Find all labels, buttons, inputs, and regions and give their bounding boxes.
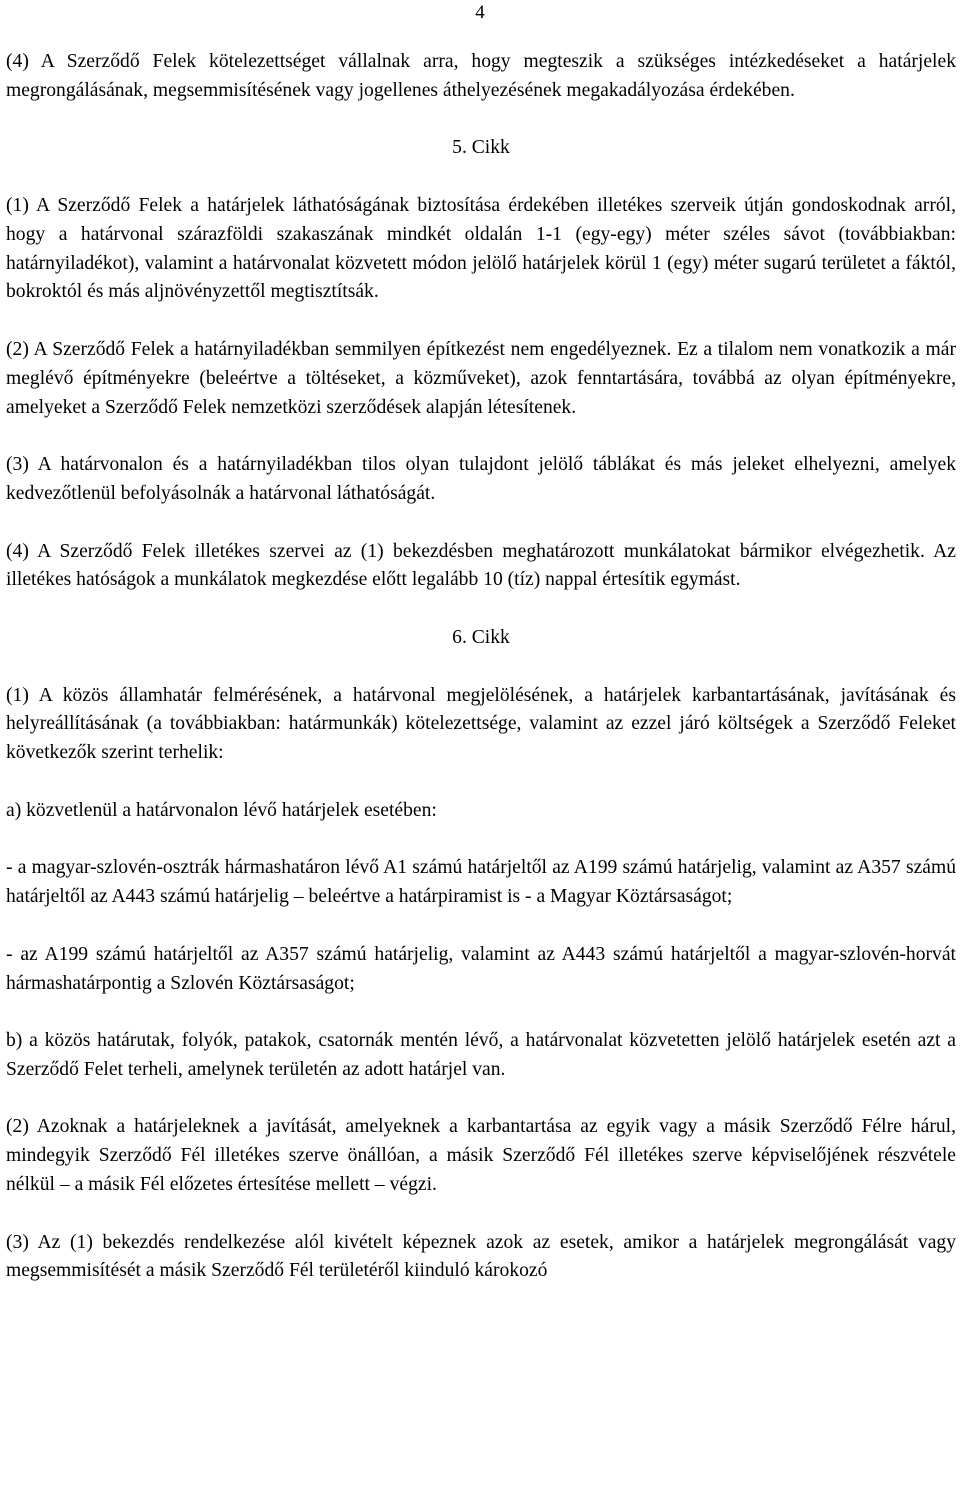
paragraph-6-3: (3) Az (1) bekezdés rendelkezése alól kivételt képeznek azok az esetek, amikor a határjelek megrongálását vagy megsemmisítését a másik Szerződő Fél területéről kiinduló károkozó — [6, 1231, 956, 1282]
paragraph-6-1: (1) A közös államhatár felmérésének, a határvonal megjelölésének, a határjelek karbantartásának, javításának és helyreállításának (a továbbiakban: határmunkák) kötelezettsége, valamint az ezzel járó költségek a Szerződő Feleket következők szerint terhelik: — [6, 684, 956, 764]
paragraph-5-4: (4) A Szerződő Felek illetékes szervei az (1) bekezdésben meghatározott munkálatokat bármikor elvégezhetik. Az illetékes hatóságok a munkálatok megkezdése előtt legalább 10 (tíz) nappal értesítik egymást. — [6, 540, 956, 591]
paragraph-4-4-obligation: (4) A Szerződő Felek kötelezettséget vállalnak arra, hogy megteszik a szükséges intézkedéseket a határjelek megrongálásának, megsemmisítésének vagy jogellenes áthelyezésének megakadályozása érdekében. — [6, 51, 956, 101]
paragraph-6-1-a-first-dash: - a magyar-szlovén-osztrák hármashatáron lévő A1 számú határjeltől az A199 számú határjelig, valamint az A357 számú határjeltől az A443 számú határjelig – beleértve a határpiramist is - a Magyar Köztársaságot; — [6, 857, 956, 908]
document-body — [6, 48, 956, 1286]
paragraph-5-2: (2) A Szerződő Felek a határnyiladékban semmilyen építkezést nem engedélyeznek. Ez a tilalom nem vonatkozik a már meglévő építményekre (beleértve a töltéseket, a közműveket), azok fenntartására, továbbá az olyan építményekre, amelyeket a Szerződő Felek nemzetközi szerződések alapján létesítenek. — [6, 338, 956, 418]
page-number: 4 — [475, 2, 485, 23]
paragraph-6-2: (2) Azoknak a határjeleknek a javítását, amelyeknek a karbantartása az egyik vagy a másik Szerződő Félre hárul, mindegyik Szerződő Fél illetékes szerve önállóan, a másik Szerződő Fél illetékes szerve képviselőjének részvétele nélkül – a másik Fél előzetes értesítése mellett – végzi. — [6, 1116, 956, 1196]
paragraph-6-1-b: b) a közös határutak, folyók, patakok, csatornák mentén lévő, a határvonalat közvetetten jelölő határjelek esetén azt a Szerződő Felet terheli, amelynek területén az adott határjel van. — [6, 1030, 956, 1080]
paragraph-6-1-a-second-dash: - az A199 számú határjeltől az A357 számú határjelig, valamint az A443 számú határjeltől a magyar-szlovén-horvát hármashatárpontig a Szlovén Köztársaságot; — [6, 943, 956, 994]
article-heading-5: 5. Cikk — [452, 137, 510, 159]
article-heading-6: 6. Cikk — [452, 626, 510, 648]
paragraph-6-1-a: a) közvetlenül a határvonalon lévő határjelek esetében: — [6, 799, 437, 821]
paragraph-5-3: (3) A határvonalon és a határnyiladékban tilos olyan tulajdont jelölő táblákat és más jeleket elhelyezni, amelyek kedvezőtlenül befolyásolnák a határvonal láthatóságát. — [6, 454, 956, 504]
paragraph-5-1: (1) A Szerződő Felek a határjelek láthatóságának biztosítása érdekében illetékes szerveik útján gondoskodnak arról, hogy a határvonal szárazföldi szakaszának mindkét oldalán 1-1 (egy-egy) méter széles sávot (továbbiakban: határnyiladékot), valamint a határvonalat közvetett módon jelölő határjelek körül 1 (egy) méter sugarú területet a fáktól, bokroktól és más aljnövényzettől megtisztítsák. — [6, 194, 956, 303]
